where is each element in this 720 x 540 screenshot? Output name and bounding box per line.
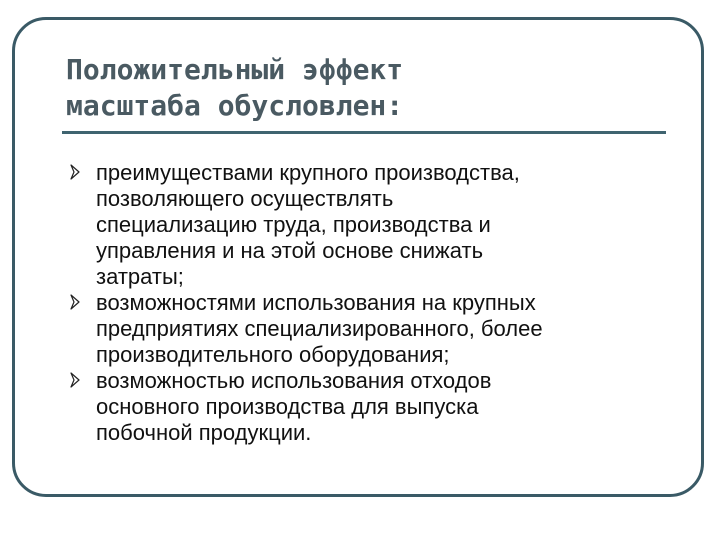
bullet-2-line-2: предприятиях специализированного, более — [96, 316, 543, 341]
bullet-3-line-3: побочной продукции. — [96, 420, 312, 445]
bullet-1-line-1: преимуществами крупного производства, — [96, 160, 520, 185]
title-underline — [62, 131, 666, 134]
bullet-list — [66, 160, 666, 446]
arrowhead-bullet-icon — [70, 372, 80, 388]
arrowhead-bullet-icon — [70, 294, 80, 310]
bullet-3-line-2: основного производства для выпуска — [96, 394, 479, 419]
bullet-3-line-1: возможностью использования отходов — [96, 368, 492, 393]
bullet-2-line-3: производительного оборудования; — [96, 342, 450, 367]
bullet-1-line-5: затраты; — [96, 264, 184, 289]
bullet-item-3 — [66, 368, 666, 446]
slide-title — [66, 52, 626, 124]
bullet-1-line-2: позволяющего осуществлять — [96, 186, 394, 211]
bullet-1-line-4: управления и на этой основе снижать — [96, 238, 484, 263]
bullet-item-1 — [66, 160, 666, 290]
bullet-item-2 — [66, 290, 666, 368]
bullet-1-line-3: специализацию труда, производства и — [96, 212, 491, 237]
title-line-2: масштаба обусловлен: — [66, 89, 404, 122]
title-line-1: Положительный эффект — [66, 53, 404, 86]
arrowhead-bullet-icon — [70, 164, 80, 180]
bullet-2-line-1: возможностями использования на крупных — [96, 290, 536, 315]
